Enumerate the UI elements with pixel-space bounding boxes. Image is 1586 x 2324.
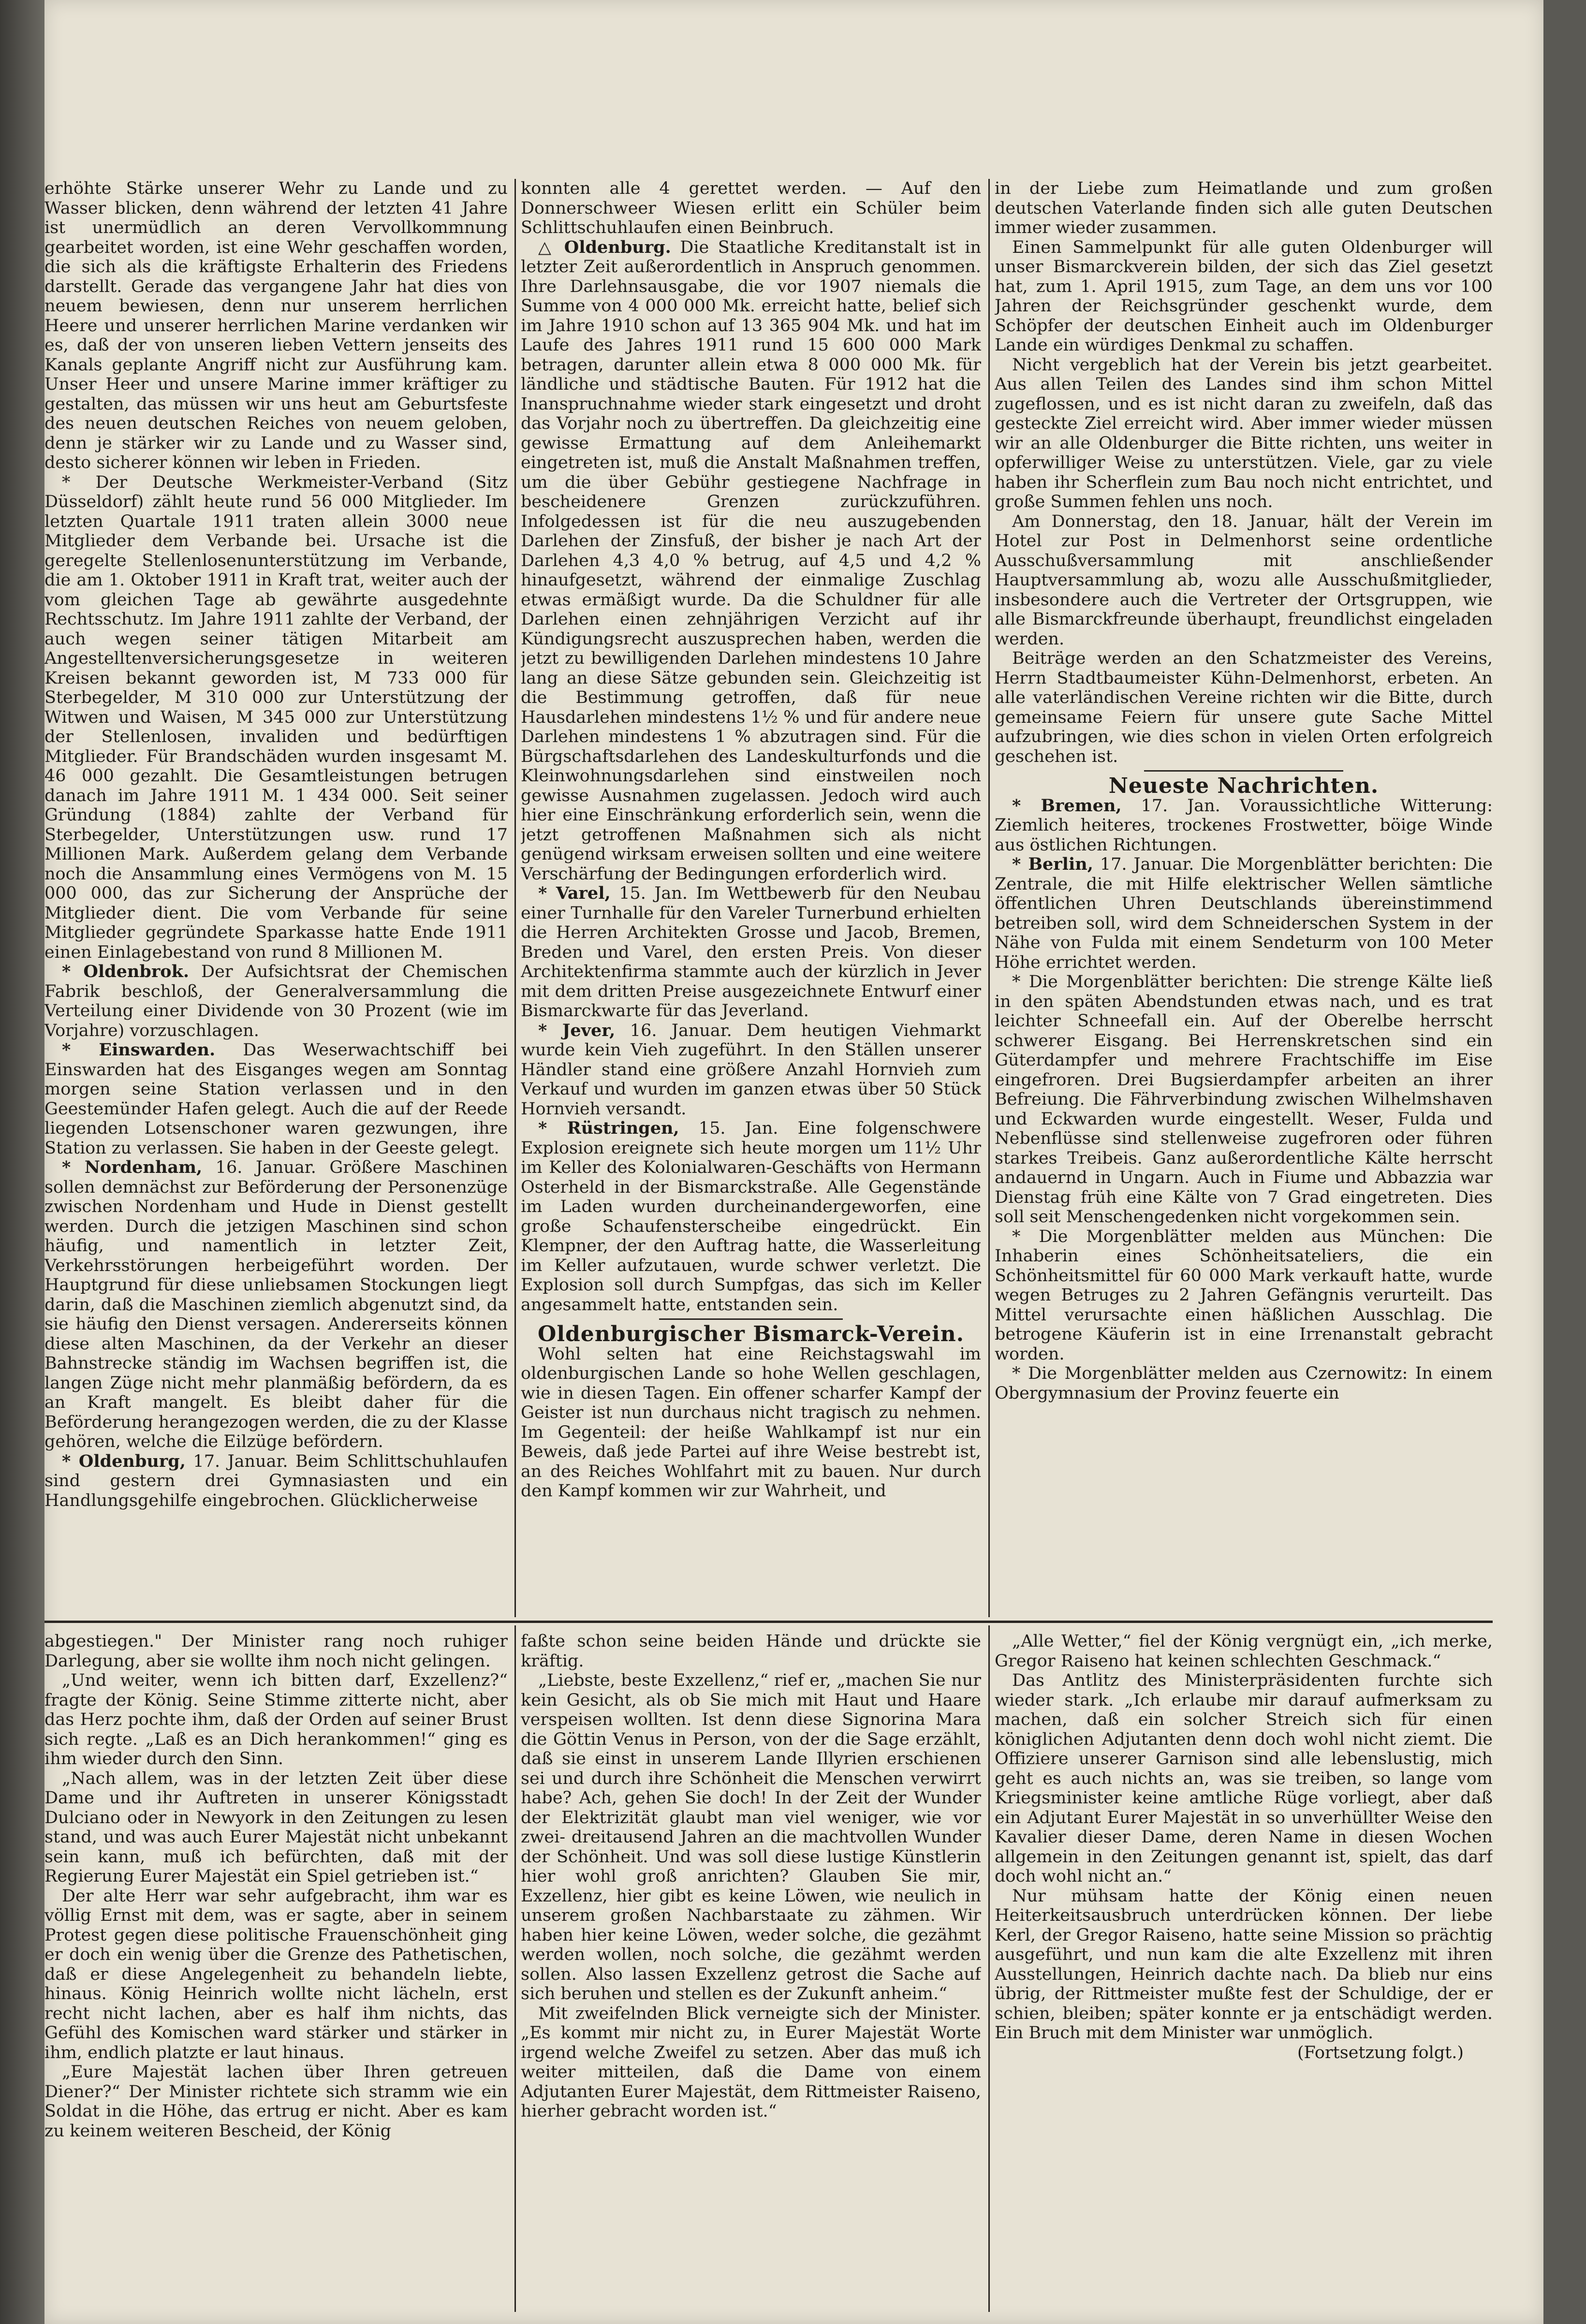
article-paragraph [995,1227,1493,1364]
article-paragraph [521,2004,981,2121]
column-divider [514,1625,516,2312]
upper-column-1 [44,179,508,1610]
dateline: * Varel, [538,883,611,903]
paragraph-text: „Liebste, beste Exzellenz,“ rief er, „machen Sie nur kein Gesicht, als ob Sie mich mit Haut und Haare verspeisen wollten. Ist denn diese Signorina Mara die Göttin Venus in Person, von der die Sage erzählt, daß sie einst in unserem Lande Illyrien erschienen sei und durch ihre Schönheit die Menschen verwirrt habe? Ach, gehen Sie doch! In der Zeit der Wunder der Elektrizität glaubt man viel weniger, wie vor zwei- dreitausend Jahren an die machtvollen Wunder der Schönheit. Und was soll diese lustige Künstlerin hier wohl groß anrichten? Glauben Sie mir, Exzellenz, hier gibt es keine Löwen, wie neulich in unserem großen Nachbarstaate zu zähmen. Wir haben hier keine Löwen, weder solche, die gezähmt werden wollen, noch solche, die gezähmt werden sollen. Also lassen Exzellenz getrost die Sache auf sich beruhen und stellen es der Zukunft anheim.“ [521,1671,981,2003]
article-paragraph [44,473,508,963]
article-paragraph [995,855,1493,972]
article-paragraph [521,179,981,238]
article-paragraph [44,1452,508,1511]
paragraph-text: Nur mühsam hatte der König einen neuen Heiterkeitsausbruch unterdrücken können. Der liebe Kerl, der Gregor Raiseno, hatte seine Mission so prächtig ausgeführt, und nun kam die alte Exzellenz mit ihren Ausstellungen, Heinrich dachte nach. Da blieb nur eins übrig, der Rittmeister mußte fest der Schuldige, der er schien, bleiben; später konnte er ja entschädigt werden. Ein Bruch mit dem Minister war unmöglich. [995,1886,1493,2043]
article-paragraph [44,962,508,1040]
article-paragraph [44,179,508,473]
dateline: * Oldenburg, [62,1451,186,1471]
dateline: * Rüstringen, [538,1118,679,1138]
paragraph-text: Am Donnerstag, den 18. Januar, hält der Verein im Hotel zur Post in Delmenhorst seine ordentliche Ausschußversammlung mit anschließender Hauptversammlung ab, wozu alle Ausschußmitglieder, insbesondere auch die Vertreter der Ortsgruppen, wie alle Bismarckfreunde überhaupt, freundlichst eingeladen werden. [995,512,1493,649]
dateline: △ Oldenburg. [538,237,671,257]
article-paragraph [995,1886,1493,2043]
paragraph-text: * Die Morgenblätter melden aus München: Die Inhaberin eines Schönheitsateliers, die ein Schönheitsmittel für 60 000 Mark verkauft hatte, wurde wegen Betruges zu 2 Jahren Gefängnis verurteilt. Das Mittel verursachte einen häßlichen Ausschlag. Die betrogene Käuferin ist in eine Irrenanstalt gebracht worden. [995,1227,1493,1364]
article-paragraph [995,512,1493,649]
article-paragraph [521,1671,981,2004]
continuation-note: (Fortsetzung folgt.) [1297,2043,1464,2062]
article-paragraph [44,2062,508,2141]
article-paragraph [995,1632,1493,1671]
article-paragraph [995,1364,1493,1403]
article-paragraph [44,1671,508,1769]
paragraph-text: konnten alle 4 gerettet werden. — Auf den Donnerschweer Wiesen erlitt ein Schüler beim Schlittschuhlaufen einen Beinbruch. [521,179,981,237]
article-paragraph [995,1671,1493,1886]
article-paragraph [44,1886,508,2063]
scan-edge [0,0,44,2324]
paragraph-text: 17. Januar. Die Morgenblätter berichten: Die Zentrale, die mit Hilfe elektrischer Wellen sämtliche öffentlichen Uhren Deutschlands übereinstimmend betreiben soll, wird dem Schneiderschen System in der Nähe von Fulda mit einem Sendeturm von 100 Meter Höhe errichtet werden. [995,855,1493,972]
paragraph-text: 17. Januar. Beim Schlittschuhlaufen sind gestern drei Gymnasiasten und ein Handlungsgehilfe eingebrochen. Glücklicherweise [44,1451,508,1510]
paragraph-text: Mit zweifelnden Blick verneigte sich der Minister. „Es kommt mir nicht zu, in Eurer Majestät Worte irgend welche Zweifel zu setzen. Aber das muß ich weiter mitteilen, daß die Dame von einem Adjutanten Eurer Majestät, dem Rittmeister Raiseno, hierher gebracht worden ist.“ [521,2003,981,2121]
paragraph-text: 16. Januar. Größere Maschinen sollen demnächst zur Beförderung der Personenzüge zwischen Nordenham und Hude in Dienst gestellt werden. Durch die jetzigen Maschinen sind schon häufig, und namentlich in letzter Zeit, Verkehrsstörungen herbeigeführt worden. Der Hauptgrund für diese unliebsamen Stockungen liegt darin, daß die Maschinen ziemlich abgenutzt sind, da sie häufig den Dienst versagen. Andererseits können diese alten Maschinen, da der Verkehr an dieser Bahnstrecke ständig im Wachsen begriffen ist, die langen Züge nicht mehr planmäßig befördern, da es an Kraft mangelt. Es bleibt daher für die Beförderung herangezogen werden, die zu der Klasse gehören, welche die Eilzüge befördern. [44,1158,508,1451]
article-paragraph [995,972,1493,1227]
paragraph-text: faßte schon seine beiden Hände und drückte sie kräftig. [521,1632,981,1671]
paragraph-text: Der alte Herr war sehr aufgebracht, ihm war es völlig Ernst mit dem, was er sagte, aber in seinem Protest gegen diese politische Frauenschönheit ging er doch ein wenig über die Grenze des Pathetischen, daß er diese Angelegenheit zu behandeln liebte, hinaus. König Heinrich wollte nicht lächeln, erst recht nicht lachen, aber es half ihm nichts, das Gefühl des Komischen ward stärker und stärker in ihm, endlich platzte er laut hinaus. [44,1886,508,2062]
article-paragraph [44,1040,508,1158]
article-paragraph [995,179,1493,238]
article-paragraph [521,238,981,884]
dateline: * Nordenham, [62,1157,203,1177]
column-divider [988,179,990,1617]
paragraph-text: Die Staatliche Kreditanstalt ist in letzter Zeit außerordentlich in Anspruch genommen. Ihre Darlehnsausgabe, die vor 1907 niemals die Summe von 4 000 000 Mk. erreicht hatte, belief sich im Jahre 1910 schon auf 13 365 904 Mk. und hat im Laufe des Jahres 1911 rund 15 600 000 Mark betragen, darunter allein etwa 8 000 000 Mk. für ländliche und städtische Bauten. Für 1912 hat die Inanspruchnahme wieder stark eingesetzt und droht das Vorjahr noch zu übertreffen. Da gleichzeitig eine gewisse Ermattung auf dem Anleihemarkt eingetreten ist, muß die Anstalt Maßnahmen treffen, um die über Gebühr gestiegene Nachfrage in bescheidenere Grenzen zurückzuführen. Infolgedessen ist für die neu auszugebenden Darlehen der Zinsfuß, der bisher je nach Art der Darlehen 4,3 4,0 % betrug, auf 4,5 und 4,2 % hinaufgesetzt, während der einmalige Zuschlag etwas ermäßigt wurde. Da die Schuldner für alle Darlehen einen zehnjährigen Verzicht auf ihr Kündigungsrecht auszusprechen haben, werden die jetzt zu bewilligenden Darlehen mindestens 10 Jahre lang an diese Sätze gebunden sein. Gleichzeitig ist die Bestimmung getroffen, daß für neue Hausdarlehen mindestens 1½ % und für andere neue Darlehen mindestens 1 % abzutragen sind. Für die Bürgschaftsdarlehen des Landeskulturfonds und die Kleinwohnungsdarlehen sind einstweilen noch gewisse Ausnahmen zugelassen. Jedoch wird auch hier eine Einschränkung erforderlich sein, wenn die jetzt getroffenen Maßnahmen sich als nicht genügend wirksam erweisen sollten und eine weitere Verschärfung der Bedingungen erforderlich wird. [521,237,981,884]
section-heading: Oldenburgischer Bismarck-Verein. [537,1322,965,1346]
article-paragraph [44,1769,508,1886]
paragraph-text: * Der Deutsche Werkmeister-Verband (Sitz Düsseldorf) zählt heute rund 56 000 Mitglieder. Im letzten Quartale 1911 traten allein 3000 neue Mitglieder dem Verbande bei. Ursache ist die geregelte Stellenlosenunterstützung im Verbande, die am 1. Oktober 1911 in Kraft trat, weiter auch der vom gleichen Tage ab gewährte ausgedehnte Rechtsschutz. Im Jahre 1911 zahlte der Verband, der auch wegen seiner tätigen Mitarbeit am Angestelltenversicherungsgesetze in weiteren Kreisen bekannt geworden ist, M 733 000 für Sterbegelder, M 310 000 zur Unterstützung der Witwen und Waisen, M 345 000 zur Unterstützung der Stellenlosen, invaliden und bedürftigen Mitglieder. Für Brandschäden wurden insgesamt M. 46 000 gezahlt. Die Gesamtleistungen betrugen danach im Jahre 1911 M. 1 434 000. Seit seiner Gründung (1884) zahlte der Verband für Sterbegelder, Unterstützungen usw. rund 17 Millionen Mark. Außerdem gelang dem Verbande noch die Ansammlung eines Vermögens von M. 15 000 000, das zur Sicherung der Ansprüche der Mitglieder dient. Die vom Verbande für seine Mitglieder gegründete Sparkasse hatte Ende 1911 einen Einlagebestand von rund 8 Millionen M. [44,472,508,962]
paragraph-text: Einen Sammelpunkt für alle guten Oldenburger will unser Bismarckverein bilden, der sich das Ziel gesetzt hat, zum 1. April 1915, zum Tage, an dem uns vor 100 Jahren der Reichsgründer geschenkt wurde, dem Schöpfer der deutschen Einheit auch im Oldenburger Lande ein würdiges Denkmal zu schaffen. [995,237,1493,355]
paragraph-text: abgestiegen." Der Minister rang noch ruhiger Darlegung, aber sie wollte ihm noch nicht gelingen. [44,1632,508,1671]
heading-rule [659,1318,843,1320]
paragraph-text: Wohl selten hat eine Reichstagswahl im oldenburgischen Lande so hohe Wellen geschlagen, wie in diesen Tagen. Ein offener scharfer Kampf der Geister ist nun durchaus nicht tragisch zu nehmen. Im Gegenteil: der heiße Wahlkampf ist nur ein Beweis, daß jede Partei auf ihre Weise bestrebt ist, an des Reiches Wohlfahrt mit zu bauen. Nur durch den Kampf kommen wir zur Wahrheit, und [521,1344,981,1501]
article-paragraph [521,1345,981,1501]
paragraph-text: „Eure Majestät lachen über Ihren getreuen Diener?“ Der Minister richtete sich stramm wie ein Soldat in die Höhe, das ertrug er nicht. Aber es kam zu keinem weiteren Bescheid, der König [44,2062,508,2141]
paragraph-text: Das Antlitz des Ministerpräsidenten furchte sich wieder stark. „Ich erlaube mir darauf aufmerksam zu machen, daß ein solcher Streich sich für einen königlichen Adjutanten denn doch wohl nicht ziemt. Die Offiziere unserer Garnison sind alle lebenslustig, mich geht es auch nichts an, was sie treiben, so lange vom Kriegsminister keine amtliche Rüge vorliegt, aber daß ein Adjutant Eurer Majestät in so unverhüllter Weise den Kavalier dieser Dame, deren Name in diesen Wochen allgemein in den Zeitungen genannt ist, spielt, das darf doch wohl nicht an.“ [995,1671,1493,1886]
article-paragraph [995,649,1493,766]
column-divider [988,1625,990,2312]
article-paragraph [521,884,981,1021]
article-paragraph [44,1632,508,1671]
paragraph-text: in der Liebe zum Heimatlande und zum großen deutschen Vaterlande finden sich alle guten Deutschen immer wieder zusammen. [995,179,1493,237]
newspaper-page [44,0,1543,2324]
paragraph-text: Nicht vergeblich hat der Verein bis jetzt gearbeitet. Aus allen Teilen des Landes sind ihm schon Mittel zugeflossen, und es ist nicht daran zu zweifeln, daß das gesteckte Ziel erreicht wird. Aber immer wieder müssen wir an alle Oldenburger die Bitte richten, uns weiter in opferwilliger Weise zu unterstützen. Viele, gar zu viele haben ihr Scherflein zum Bau noch nicht entrichtet, und große Summen fehlen uns noch. [995,355,1493,512]
section-heading: Neueste Nachrichten. [1108,774,1379,798]
article-paragraph [521,1119,981,1315]
paragraph-text: 15. Jan. Eine folgenschwere Explosion ereignete sich heute morgen um 11½ Uhr im Keller des Kolonialwaren-Geschäfts von Hermann Osterheld in der Bismarckstraße. Alle Gegenstände im Laden wurden durcheinandergeworfen, eine große Schaufensterscheibe eingedrückt. Ein Klempner, der den Auftrag hatte, die Wasserleitung im Keller aufzutauen, wurde schwer verletzt. Die Explosion soll durch Sumpfgas, das sich im Keller angesammelt hatte, entstanden sein. [521,1119,981,1315]
paragraph-text: Beiträge werden an den Schatzmeister des Vereins, Herrn Stadtbaumeister Kühn-Delmenhorst, erbeten. An alle vaterländischen Vereine richten wir die Bitte, durch gemeinsame Feiern für unsere gute Sache Mittel aufzubringen, wie dies schon in vielen Orten erfolgreich geschehen ist. [995,649,1493,766]
lower-column-1 [44,1632,508,2313]
paragraph-text: erhöhte Stärke unserer Wehr zu Lande und zu Wasser blicken, denn während der letzten 41 Jahre ist unermüdlich an deren Vervollkommnung gearbeitet worden, ist eine Wehr geschaffen worden, die sich als die kräftigste Erhalterin des Friedens darstellt. Gerade das vergangene Jahr hat dies von neuem bewiesen, denn nur unserem herrlichen Heere und unserer herrlichen Marine verdanken wir es, daß der von unseren lieben Vettern jenseits des Kanals geplante Angriff nicht zur Ausführung kam. Unser Heer und unsere Marine immer kräftiger zu gestalten, das müssen wir uns heut am Geburtsfeste des neuen deutschen Reiches von neuem geloben, denn je stärker wir zu Lande und zu Wasser sind, desto sicherer können wir leben in Frieden. [44,179,508,472]
dateline: * Bremen, [1012,795,1122,816]
article-paragraph [995,355,1493,512]
dateline: * Jever, [538,1020,616,1040]
heading-rule [1144,770,1343,772]
article-paragraph [995,796,1493,855]
paragraph-text: „Alle Wetter,“ fiel der König vergnügt ein, „ich merke, Gregor Raiseno hat keinen schlechten Geschmack.“ [995,1632,1493,1671]
article-paragraph [521,1021,981,1119]
article-paragraph [995,238,1493,355]
paragraph-text: * Die Morgenblätter berichten: Die strenge Kälte ließ in den späten Abendstunden etwas nach, und es trat leichter Schneefall ein. Auf der Oberelbe herrscht schwerer Eisgang. Bei Herrenskretschen sind ein Güterdampfer und mehrere Frachtschiffe im Eise eingefroren. Drei Bugsierdampfer arbeiten an ihrer Befreiung. Die Fährverbindung zwischen Wilhelmshaven und Eckwarden wurde eingestellt. Weser, Fulda und Nebenflüsse sind stellenweise zugefroren oder führen starkes Treibeis. Ganz außerordentliche Kälte herrscht andauernd in Ungarn. Auch in Fiume und Abbazzia war Dienstag früh eine Kälte von 7 Grad eingetreten. Dies soll seit Menschengedenken nicht vorgekommen sein. [995,972,1493,1227]
dateline: * Oldenbrok. [62,962,190,981]
upper-column-2 [521,179,981,1610]
article-paragraph [44,1158,508,1452]
article-paragraph [521,1632,981,1671]
paragraph-text: 16. Januar. Dem heutigen Viehmarkt wurde kein Vieh zugeführt. In den Ställen unserer Händler stand eine größere Anzahl Hornvieh zum Verkauf und wurden im ganzen etwas über 50 Stück Hornvieh versandt. [521,1021,981,1119]
paragraph-text: 15. Jan. Im Wettbewerb für den Neubau einer Turnhalle für den Vareler Turnerbund erhielten die Herren Architekten Grosse und Jacob, Bremen, Breden und Varel, den ersten Preis. Von dieser Architektenfirma stammte auch der kürzlich in Jever mit dem dritten Preise ausgezeichnete Entwurf einer Bismarckwarte für das Jeverland. [521,884,981,1021]
paragraph-text: 17. Jan. Voraussichtliche Witterung: Ziemlich heiteres, trockenes Frostwetter, böige Winde aus östlichen Richtungen. [995,796,1493,855]
paragraph-text: Der Aufsichtsrat der Chemischen Fabrik beschloß, der Generalversammlung die Verteilung einer Dividende von 30 Prozent (wie im Vorjahre) vorzuschlagen. [44,962,508,1040]
paragraph-text: „Und weiter, wenn ich bitten darf, Exzellenz?“ fragte der König. Seine Stimme zitterte nicht, aber das Herz pochte ihm, daß der Orden auf seiner Brust sich regte. „Laß es an Dich herankommen!“ ging es ihm wieder durch den Sinn. [44,1671,508,1769]
dateline: * Einswarden. [62,1040,216,1060]
paragraph-text: „Nach allem, was in der letzten Zeit über diese Dame und ihr Auftreten in unserer Königsstadt Dulciano oder in Newyork in den Zeitungen zu lesen stand, und was auch Eurer Majestät nicht unbekannt sein kann, muß ich befürchten, daß mit der Regierung Eurer Majestät ein Spiel getrieben ist.“ [44,1769,508,1886]
lower-column-2 [521,1632,981,2313]
column-divider [514,179,516,1617]
upper-column-3 [995,179,1493,1610]
paragraph-text: Das Weserwachtschiff bei Einswarden hat des Eisganges wegen am Sonntag morgen seine Station verlassen und in den Geestemünder Hafen gelegt. Auch die auf der Reede liegenden Lotsenschoner waren gezwungen, ihre Station zu verlassen. Sie haben in der Geeste gelegt. [44,1040,508,1158]
section-divider [44,1621,1493,1623]
paragraph-text: * Die Morgenblätter melden aus Czernowitz: In einem Obergymnasium der Provinz feuerte ein [995,1364,1493,1403]
lower-column-3 [995,1632,1493,2313]
dateline: * Berlin, [1012,854,1093,874]
